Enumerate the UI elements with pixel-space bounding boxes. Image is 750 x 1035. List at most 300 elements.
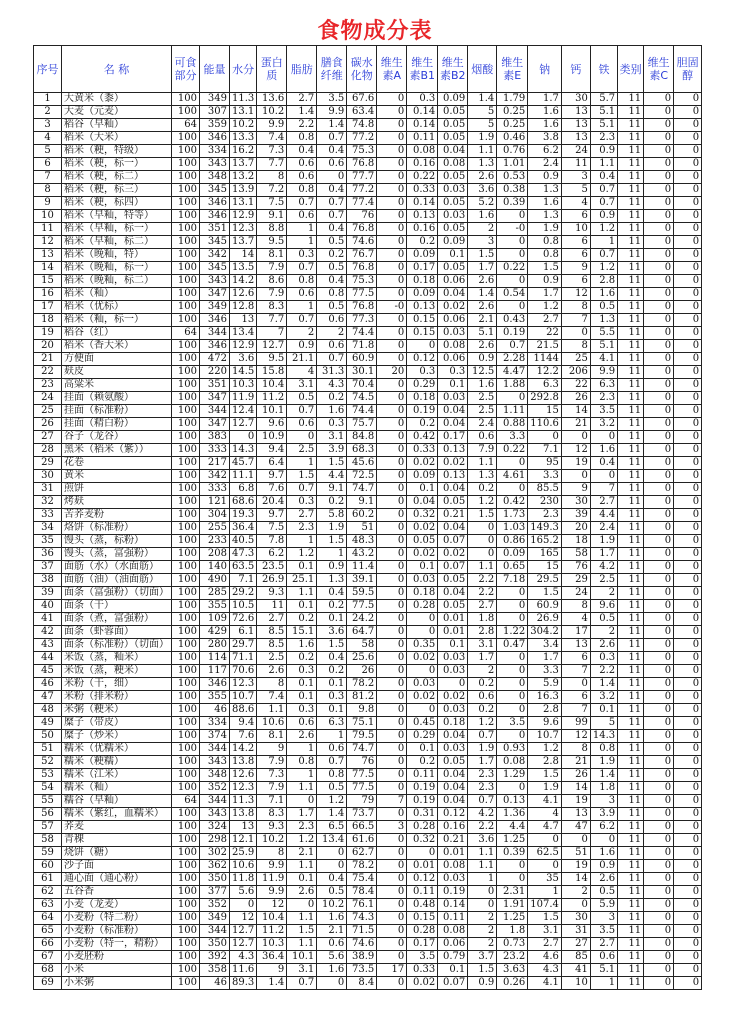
table-cell: 6	[561, 236, 590, 249]
table-cell: 11	[618, 301, 644, 314]
table-cell: 0	[674, 899, 702, 912]
table-cell: 15	[34, 275, 62, 288]
table-cell: 3	[468, 236, 497, 249]
table-cell: 0	[644, 925, 674, 938]
table-cell: 0.4	[317, 587, 347, 600]
table-cell: 0	[644, 743, 674, 756]
table-cell: 0	[377, 262, 407, 275]
table-cell: 9	[561, 262, 590, 275]
table-cell: 2.3	[468, 769, 497, 782]
table-cell: 15.1	[287, 626, 317, 639]
table-cell: 0.6	[317, 938, 347, 951]
table-cell: 100	[172, 717, 200, 730]
table-cell: 23	[34, 379, 62, 392]
table-cell: 30	[561, 912, 590, 925]
table-cell: 0.5	[590, 886, 617, 899]
table-cell: 1.73	[497, 509, 528, 522]
table-cell: 351	[200, 223, 230, 236]
table-cell: 0	[377, 886, 407, 899]
table-row	[34, 847, 702, 860]
table-cell: 14	[561, 405, 590, 418]
table-cell: 1.1	[468, 457, 497, 470]
table-cell: 69	[34, 977, 62, 990]
table-cell: 4	[34, 132, 62, 145]
table-cell: 52	[34, 756, 62, 769]
table-cell: 1.11	[497, 405, 528, 418]
table-cell: 0	[377, 717, 407, 730]
table-cell: 78.4	[347, 886, 377, 899]
table-cell: 11	[618, 691, 644, 704]
table-row	[34, 860, 702, 873]
column-header: 维生素A	[377, 46, 407, 93]
table-cell: 0	[674, 314, 702, 327]
table-cell: 100	[172, 405, 200, 418]
table-cell: 4.4	[590, 509, 617, 522]
table-cell: 11	[618, 977, 644, 990]
table-cell: 0.42	[407, 431, 438, 444]
table-cell: 0	[644, 795, 674, 808]
table-cell: 0	[377, 327, 407, 340]
column-header: 铁	[590, 46, 617, 93]
table-cell: 稻米（大米）	[62, 132, 172, 145]
table-cell: 0	[377, 158, 407, 171]
table-cell: 100	[172, 860, 200, 873]
table-cell: 0	[674, 327, 702, 340]
table-cell: 61.6	[347, 834, 377, 847]
table-cell: 7	[561, 314, 590, 327]
table-cell: 11	[618, 496, 644, 509]
table-cell: 0	[674, 158, 702, 171]
table-cell: 10	[561, 223, 590, 236]
table-cell: 0	[407, 704, 438, 717]
table-cell: 11	[618, 444, 644, 457]
table-cell: 3.6	[468, 184, 497, 197]
table-cell: 5.5	[590, 327, 617, 340]
table-cell: 0.2	[407, 236, 438, 249]
table-cell: 0.6	[287, 288, 317, 301]
table-cell: 64	[172, 327, 200, 340]
table-cell: 77.2	[347, 184, 377, 197]
table-cell: 0.03	[407, 678, 438, 691]
table-row	[34, 613, 702, 626]
table-cell: 8	[561, 600, 590, 613]
table-cell: 100	[172, 132, 200, 145]
table-cell: 12.6	[230, 288, 257, 301]
table-cell: 0	[644, 561, 674, 574]
table-cell: 0.7	[287, 197, 317, 210]
table-cell: 0.25	[497, 119, 528, 132]
table-cell: 0	[644, 223, 674, 236]
table-row	[34, 509, 702, 522]
table-cell: 2.6	[468, 301, 497, 314]
table-cell: 333	[200, 483, 230, 496]
table-cell: 11	[618, 873, 644, 886]
table-cell: 3.5	[407, 951, 438, 964]
table-cell: 2.7	[528, 938, 562, 951]
table-cell: 29	[34, 457, 62, 470]
table-cell: 0	[497, 704, 528, 717]
table-cell: 0.43	[497, 314, 528, 327]
table-cell: 0	[644, 782, 674, 795]
table-cell: 0.6	[317, 340, 347, 353]
table-cell: 0.15	[407, 314, 438, 327]
table-cell: 8.3	[257, 301, 287, 314]
table-cell: 2.5	[468, 392, 497, 405]
table-cell: 12.9	[230, 340, 257, 353]
table-cell: 1.9	[590, 756, 617, 769]
table-cell: 11	[618, 626, 644, 639]
table-cell: 0	[377, 106, 407, 119]
table-cell: 8	[257, 847, 287, 860]
table-cell: 稻米（早籼，特等）	[62, 210, 172, 223]
table-cell: 349	[200, 301, 230, 314]
table-cell: 7	[257, 327, 287, 340]
table-cell: 47	[561, 821, 590, 834]
table-cell: 12	[230, 912, 257, 925]
table-cell: 0	[644, 665, 674, 678]
table-cell: 0	[377, 899, 407, 912]
table-cell: 1.3	[317, 574, 347, 587]
table-cell: 0.4	[317, 275, 347, 288]
column-header: 名 称	[62, 46, 172, 93]
table-cell: 0.05	[438, 496, 468, 509]
table-cell: 糯米（籼）	[62, 782, 172, 795]
table-cell: 糯米（优糯米）	[62, 743, 172, 756]
table-cell: 0.01	[438, 613, 468, 626]
table-cell: 11	[618, 743, 644, 756]
table-cell: 100	[172, 769, 200, 782]
table-cell: 0	[377, 340, 407, 353]
table-cell: 9	[257, 743, 287, 756]
table-cell: 334	[200, 145, 230, 158]
table-cell: 344	[200, 327, 230, 340]
table-cell: 2.7	[528, 314, 562, 327]
table-cell: 6	[561, 249, 590, 262]
table-cell: 12.9	[230, 210, 257, 223]
table-cell: 6	[561, 691, 590, 704]
table-cell: 9	[257, 964, 287, 977]
column-header: 维生素C	[644, 46, 674, 93]
table-cell: 100	[172, 691, 200, 704]
table-row	[34, 249, 702, 262]
table-cell: 68.6	[230, 496, 257, 509]
table-cell: 面条（富强粉）（切面）	[62, 587, 172, 600]
table-cell: 11	[618, 951, 644, 964]
table-cell: 8	[257, 678, 287, 691]
table-row	[34, 93, 702, 106]
table-cell: 100	[172, 652, 200, 665]
table-cell: 0	[674, 834, 702, 847]
table-cell: 0	[497, 210, 528, 223]
table-cell: 66	[34, 938, 62, 951]
table-cell: 0	[674, 912, 702, 925]
table-cell: 11.3	[230, 795, 257, 808]
column-header: 水分	[230, 46, 257, 93]
table-cell: 11	[618, 938, 644, 951]
table-cell: 0	[674, 444, 702, 457]
table-cell: 304	[200, 509, 230, 522]
table-cell: 1.1	[287, 860, 317, 873]
table-cell: 1.6	[590, 847, 617, 860]
table-cell: 46	[200, 977, 230, 990]
table-cell: 107.4	[528, 899, 562, 912]
table-row	[34, 223, 702, 236]
table-cell: 11	[618, 730, 644, 743]
table-cell: 324	[200, 821, 230, 834]
table-cell: 0.03	[438, 743, 468, 756]
table-cell: 5	[468, 106, 497, 119]
table-cell: 68	[34, 964, 62, 977]
table-cell: 30.1	[347, 366, 377, 379]
table-cell: 74.4	[347, 327, 377, 340]
table-cell: 4	[561, 613, 590, 626]
table-cell: 0.35	[407, 639, 438, 652]
table-cell: 9.6	[590, 600, 617, 613]
table-cell: 1.5	[317, 639, 347, 652]
table-cell: 0.19	[407, 795, 438, 808]
table-cell: 8.5	[257, 626, 287, 639]
table-cell: 5	[590, 717, 617, 730]
table-cell: 18	[34, 314, 62, 327]
table-cell: 13.5	[230, 262, 257, 275]
table-row	[34, 951, 702, 964]
table-cell: 10.3	[257, 938, 287, 951]
table-cell: 0.1	[317, 613, 347, 626]
table-cell: 0	[644, 249, 674, 262]
table-cell: 10.6	[230, 860, 257, 873]
table-cell: 11	[618, 574, 644, 587]
table-cell: 11	[618, 210, 644, 223]
table-cell: 24	[34, 392, 62, 405]
table-cell: 100	[172, 197, 200, 210]
table-cell: 0.14	[407, 119, 438, 132]
table-row	[34, 483, 702, 496]
table-cell: 75.3	[347, 275, 377, 288]
table-cell: 0.03	[438, 873, 468, 886]
column-header: 碳水化物	[347, 46, 377, 93]
table-cell: 1.4	[468, 288, 497, 301]
table-cell: 2.1	[317, 925, 347, 938]
table-cell: 45.7	[230, 457, 257, 470]
table-cell: 0	[644, 457, 674, 470]
table-cell: 1	[317, 730, 347, 743]
table-cell: 2.6	[468, 340, 497, 353]
table-cell: 76.8	[347, 223, 377, 236]
table-cell: 10.1	[287, 951, 317, 964]
table-cell: 0.7	[590, 249, 617, 262]
table-cell: 0	[377, 652, 407, 665]
table-cell: 26.9	[257, 574, 287, 587]
table-cell: 1	[287, 769, 317, 782]
table-cell: 0.9	[590, 210, 617, 223]
table-cell: 0.1	[287, 561, 317, 574]
table-cell: 13.4	[230, 327, 257, 340]
table-cell: 3.6	[230, 353, 257, 366]
table-cell: 5.1	[590, 964, 617, 977]
table-cell: 0	[528, 834, 562, 847]
table-cell: 12.6	[230, 769, 257, 782]
table-cell: 4.2	[590, 561, 617, 574]
table-cell: 7.18	[497, 574, 528, 587]
table-row	[34, 561, 702, 574]
table-cell: 2.6	[287, 730, 317, 743]
table-cell: 11	[618, 834, 644, 847]
table-cell: 62	[34, 886, 62, 899]
table-cell: 0	[674, 457, 702, 470]
table-row	[34, 171, 702, 184]
table-cell: 1144	[528, 353, 562, 366]
table-cell: 6.3	[528, 379, 562, 392]
table-cell: 19	[561, 795, 590, 808]
table-cell: 0.42	[497, 496, 528, 509]
table-cell: 1.8	[590, 782, 617, 795]
table-cell: 1.1	[287, 782, 317, 795]
table-cell: 2.6	[287, 886, 317, 899]
table-cell: 米饭（蒸，粳米）	[62, 665, 172, 678]
table-cell: 0	[497, 613, 528, 626]
table-cell: 7.1	[528, 444, 562, 457]
table-cell: 30	[34, 470, 62, 483]
table-cell: 1.4	[257, 977, 287, 990]
table-cell: 0	[674, 938, 702, 951]
table-cell: 0	[644, 678, 674, 691]
table-cell: 6	[561, 210, 590, 223]
table-cell: 13.7	[230, 236, 257, 249]
table-cell: 0	[377, 704, 407, 717]
table-cell: 0.76	[497, 145, 528, 158]
table-cell: 76.8	[347, 301, 377, 314]
table-cell: 糯米（紫红，血糯米）	[62, 808, 172, 821]
table-cell: 0	[230, 431, 257, 444]
table-cell: 0	[377, 808, 407, 821]
table-cell: 0.6	[317, 743, 347, 756]
table-cell: 1.88	[497, 379, 528, 392]
table-cell: 10	[34, 210, 62, 223]
table-cell: 13	[561, 106, 590, 119]
table-cell: 0	[377, 600, 407, 613]
table-cell: 0.02	[438, 548, 468, 561]
table-cell: 298	[200, 834, 230, 847]
table-cell: 0.2	[468, 483, 497, 496]
table-cell: 65	[34, 925, 62, 938]
table-cell: 19	[561, 457, 590, 470]
table-cell: 71.8	[347, 340, 377, 353]
table-row	[34, 379, 702, 392]
table-cell: 9.9	[257, 860, 287, 873]
table-cell: 0	[644, 418, 674, 431]
table-cell: 0	[674, 977, 702, 990]
table-cell: 117	[200, 665, 230, 678]
table-cell: 0.04	[438, 145, 468, 158]
table-cell: 0.09	[438, 236, 468, 249]
table-cell: 11	[618, 418, 644, 431]
table-cell: 11	[618, 522, 644, 535]
table-cell: 0.03	[438, 392, 468, 405]
table-cell: 34	[34, 522, 62, 535]
table-cell: 0.04	[438, 795, 468, 808]
table-cell: 84.8	[347, 431, 377, 444]
table-cell: 11	[618, 912, 644, 925]
table-cell: 0	[674, 886, 702, 899]
table-cell: 1.5	[528, 769, 562, 782]
table-cell: 13.6	[257, 93, 287, 106]
table-cell: 0	[377, 626, 407, 639]
table-row	[34, 535, 702, 548]
table-cell: 0	[377, 730, 407, 743]
table-cell: 100	[172, 158, 200, 171]
table-cell: 5.6	[230, 886, 257, 899]
table-cell: 0	[377, 184, 407, 197]
table-cell: 0	[674, 353, 702, 366]
table-cell: 0.8	[287, 756, 317, 769]
table-cell: 0.5	[590, 613, 617, 626]
table-cell: 51	[561, 847, 590, 860]
table-cell: 5.7	[590, 93, 617, 106]
table-cell: 1.2	[590, 223, 617, 236]
table-cell: 1.2	[528, 301, 562, 314]
table-cell: 60	[34, 860, 62, 873]
table-cell: 0.01	[438, 847, 468, 860]
table-cell: 14	[34, 262, 62, 275]
table-cell: 11	[618, 717, 644, 730]
table-cell: 55	[34, 795, 62, 808]
table-cell: 3.6	[317, 626, 347, 639]
table-cell: 0	[528, 431, 562, 444]
table-cell: 1.6	[317, 405, 347, 418]
table-cell: 1	[287, 743, 317, 756]
table-row	[34, 275, 702, 288]
table-cell: 0.86	[497, 535, 528, 548]
table-cell: 9.1	[317, 483, 347, 496]
table-cell: 29	[561, 574, 590, 587]
table-cell: 0	[644, 145, 674, 158]
table-cell: 0	[644, 912, 674, 925]
table-row	[34, 964, 702, 977]
table-cell: 12	[257, 899, 287, 912]
table-row	[34, 288, 702, 301]
table-cell: 0.31	[407, 808, 438, 821]
table-cell: 1	[317, 548, 347, 561]
table-cell: 10.5	[230, 600, 257, 613]
table-cell: 0.5	[590, 301, 617, 314]
table-cell: 0	[644, 587, 674, 600]
table-cell: 0	[644, 470, 674, 483]
table-cell: 100	[172, 106, 200, 119]
table-cell: 0.8	[287, 132, 317, 145]
table-cell: 43.2	[347, 548, 377, 561]
table-cell: 75.4	[347, 873, 377, 886]
table-cell: 8	[561, 340, 590, 353]
table-cell: 1.8	[497, 925, 528, 938]
table-cell: 0	[287, 431, 317, 444]
table-cell: 1.6	[528, 106, 562, 119]
table-cell: 0.4	[590, 171, 617, 184]
column-header: 膳食纤维	[317, 46, 347, 93]
table-cell: 0.05	[438, 262, 468, 275]
table-cell: 0	[674, 392, 702, 405]
table-cell: 67	[34, 951, 62, 964]
table-cell: 14	[561, 782, 590, 795]
table-cell: 20	[377, 366, 407, 379]
table-cell: 77.5	[347, 782, 377, 795]
table-cell: 挂面（标准粉）	[62, 405, 172, 418]
table-cell: 59	[34, 847, 62, 860]
table-cell: 米粥（粳米）	[62, 704, 172, 717]
table-cell: 11	[618, 431, 644, 444]
table-cell: 0	[674, 769, 702, 782]
table-cell: 31	[34, 483, 62, 496]
table-cell: 0	[674, 275, 702, 288]
